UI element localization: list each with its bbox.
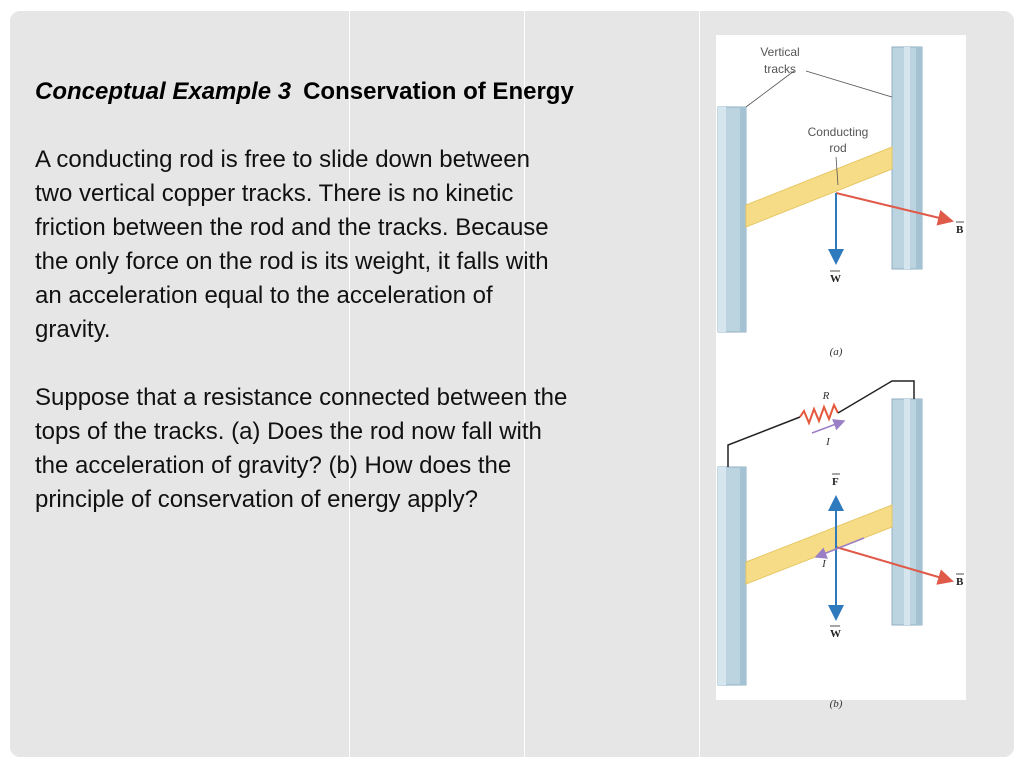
conducting-rod	[746, 505, 892, 584]
slide-title	[35, 77, 574, 107]
caption-b: (b)	[829, 698, 843, 710]
current-arrow-top	[812, 421, 844, 433]
label-current-rod: I	[822, 558, 826, 570]
leader-line	[806, 71, 892, 97]
physics-figure	[716, 35, 966, 710]
paragraph-question	[35, 381, 685, 517]
conducting-rod	[746, 147, 892, 227]
label-rod: rod	[829, 141, 847, 155]
divider-line	[699, 11, 700, 757]
circuit-wire-left	[728, 417, 800, 467]
text-line: tops of the tracks. (a) Does the rod now fall with	[35, 418, 542, 445]
text-line: two vertical copper tracks. There is no kinetic	[35, 180, 514, 207]
text-line: gravity.	[35, 316, 111, 343]
right-track-highlight	[904, 399, 910, 625]
label-vector-b: B	[956, 576, 964, 588]
left-track-shade	[740, 107, 746, 332]
right-track-highlight	[904, 47, 910, 269]
text-line: principle of conservation of energy apply?	[35, 486, 478, 513]
figure-svg	[716, 35, 966, 710]
caption-a: (a)	[829, 346, 843, 358]
text-line: Suppose that a resistance connected between the	[35, 384, 568, 411]
label-vector-w: W	[830, 628, 841, 640]
text-line: an acceleration equal to the acceleration of	[35, 282, 493, 309]
panel-a	[718, 45, 964, 358]
leader-line	[746, 71, 794, 107]
label-current-top: I	[826, 436, 830, 448]
label-vector-f: F	[832, 476, 839, 488]
text-line: the acceleration of gravity? (b) How does the	[35, 452, 512, 479]
title-topic: Conservation of Energy	[303, 78, 574, 105]
label-tracks: tracks	[763, 62, 797, 76]
resistor	[800, 405, 838, 423]
left-track-highlight	[718, 467, 726, 685]
text-line: A conducting rod is free to slide down between	[35, 146, 530, 173]
label-vector-w: W	[830, 273, 841, 285]
right-track-shade	[916, 47, 922, 269]
title-example-number: Conceptual Example 3	[35, 78, 292, 105]
label-resistance: R	[822, 390, 830, 402]
right-track-shade	[916, 399, 922, 625]
paragraph-problem	[35, 143, 685, 347]
label-vertical: Vertical	[760, 45, 800, 59]
label-conducting: Conducting	[807, 125, 869, 139]
slide	[10, 11, 1014, 757]
left-track-highlight	[718, 107, 726, 332]
label-vector-b: B	[956, 224, 964, 236]
panel-b	[718, 381, 964, 710]
text-line: the only force on the rod is its weight, it falls with	[35, 248, 549, 275]
left-track-shade	[740, 467, 746, 685]
text-line: friction between the rod and the tracks. Because	[35, 214, 549, 241]
